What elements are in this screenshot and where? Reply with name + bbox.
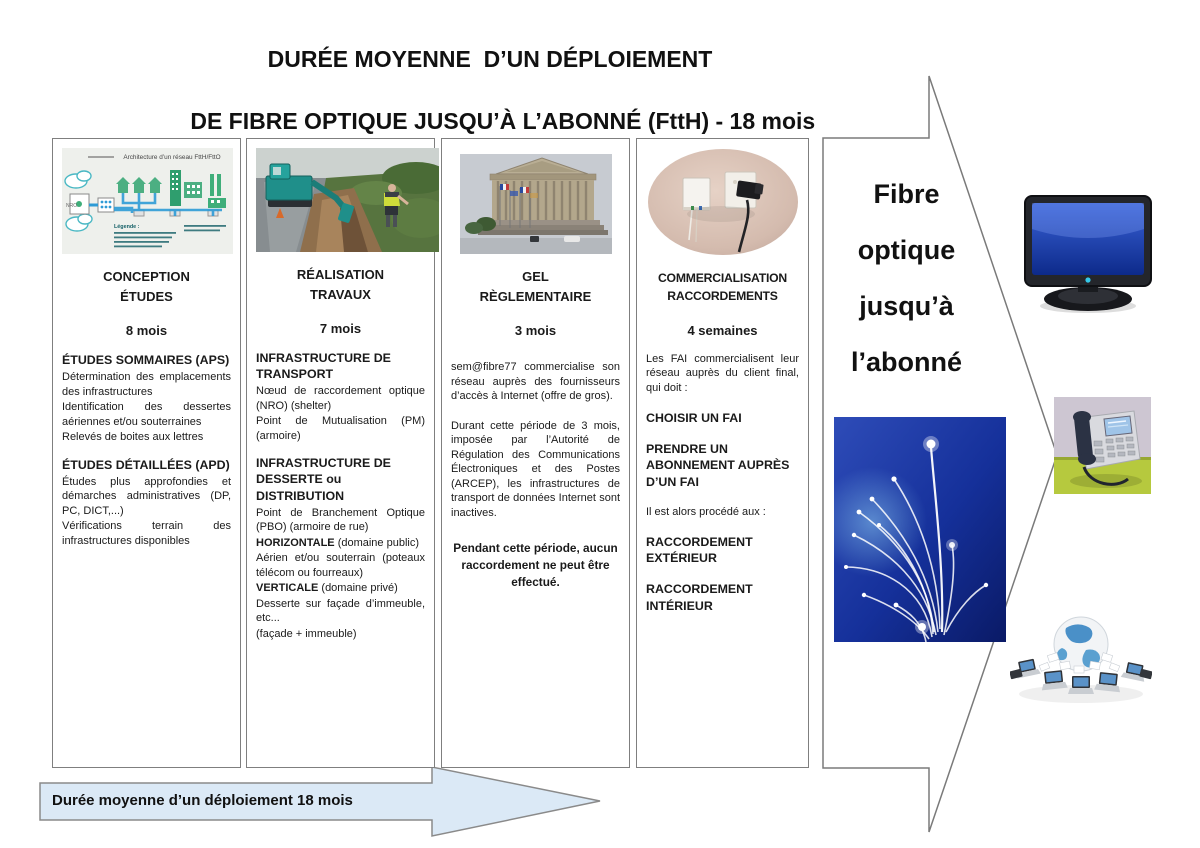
column2-text: (façade + immeuble): [256, 627, 357, 640]
column2-text: Nœud de raccordement optique (NRO) (shelter): [256, 385, 425, 412]
column-realisation-travaux: [246, 138, 435, 768]
column2-heading: INFRASTRUCTURE DE DESSERTE ou DISTRIBUTION: [256, 456, 391, 503]
trenching-works-photo: [256, 148, 439, 252]
arrow-panel-text: Fibre optique jusqu’à l’abonné: [850, 179, 962, 377]
column2-text: HORIZONTALE (domaine public): [256, 536, 420, 549]
column2-text: Point de Mutualisation (PM) (armoire): [256, 415, 425, 442]
column2-title: RÉALISATION TRAVAUX: [296, 267, 385, 302]
column2-text: Point de Branchement Optique (PBO) (armoire de rue): [256, 506, 425, 534]
column4-duration: 4 semaines: [687, 322, 758, 338]
global-network-icon: [1010, 610, 1152, 708]
column4-title: COMMERCIALISATION RACCORDEMENTS: [657, 271, 788, 304]
column1-text: Vérifications terrain des infrastructures disponibles: [62, 520, 231, 547]
svg-text:NRO: NRO: [66, 203, 78, 209]
column3-bold-note: Pendant cette période, aucun raccordement ne peut être effectué.: [453, 541, 618, 590]
column1-text: Identification des dessertes aériennes et/ou souterraines: [62, 401, 231, 428]
column-commercialisation-raccordements: [636, 138, 809, 768]
column4-heading: CHOISIR UN FAI: [646, 411, 742, 426]
national-assembly-photo: [460, 154, 612, 254]
column4-text: Il est alors procédé aux :: [646, 505, 766, 518]
fiber-optic-strands-photo: [834, 417, 1006, 642]
ip-phone-photo: [1054, 397, 1151, 494]
column4-heading: RACCORDEMENT INTÉRIEUR: [646, 582, 753, 613]
title-line2: DE FIBRE OPTIQUE JUSQU’À L’ABONNÉ (FttH) - 18 mois: [190, 108, 816, 134]
column4-heading: RACCORDEMENT EXTÉRIEUR: [646, 535, 753, 566]
ftth-architecture-diagram-image: [62, 148, 233, 254]
wall-outlet-photo: [647, 148, 799, 256]
column1-text: Études plus approfondies et démarches administratives (DP, PC, DICT,...): [62, 475, 231, 517]
column3-title: GEL RÈGLEMENTAIRE: [479, 269, 592, 304]
column2-text: VERTICALE (domaine privé): [256, 582, 398, 595]
column1-heading: ÉTUDES SOMMAIRES (APS): [62, 353, 230, 367]
column-conception-etudes: [52, 138, 241, 768]
svg-text:Légende :: Légende :: [114, 224, 140, 230]
column4-text: Les FAI commercialisent leur réseau auprès du client final, qui doit :: [646, 352, 799, 394]
column3-text: sem@fibre77 commercialise son réseau auprès des fournisseurs d’accès à Internet (offre de gros).: [451, 361, 620, 403]
diagram-caption: Architecture d’un réseau FttH/FttO: [123, 154, 221, 161]
column2-text: Desserte sur façade d’immeuble, etc...: [256, 597, 425, 625]
column2-text: Aérien et/ou souterrain (poteaux télécom ou fourreaux): [256, 552, 425, 579]
column1-title: CONCEPTION ÉTUDES: [103, 269, 190, 304]
page-title: [60, 44, 920, 137]
column1-duration: 8 mois: [125, 323, 168, 338]
tv-icon: [1023, 194, 1153, 316]
column3-text: Durant cette période de 3 mois, imposée par l’Autorité de Régulation des Communications Électroniques et des Postes (ARCEP), les infrastructures de transport de données Internet sont inactives.: [451, 419, 620, 519]
column-gel-reglementaire: [441, 138, 630, 768]
column2-duration: 7 mois: [319, 321, 362, 336]
column1-heading: ÉTUDES DÉTAILLÉES (APD): [62, 457, 230, 472]
column1-text: Relevés de boites aux lettres: [62, 431, 204, 444]
bottom-arrow-label: Durée moyenne d’un déploiement 18 mois: [52, 792, 353, 809]
column3-duration: 3 mois: [514, 323, 557, 338]
column4-heading: PRENDRE UN ABONNEMENT AUPRÈS D’UN FAI: [646, 442, 790, 489]
column1-text: Détermination des emplacements des infrastructures: [62, 371, 231, 398]
title-line1: DURÉE MOYENNE D’UN DÉPLOIEMENT: [267, 46, 713, 72]
column2-heading: INFRASTRUCTURE DE TRANSPORT: [256, 351, 391, 382]
